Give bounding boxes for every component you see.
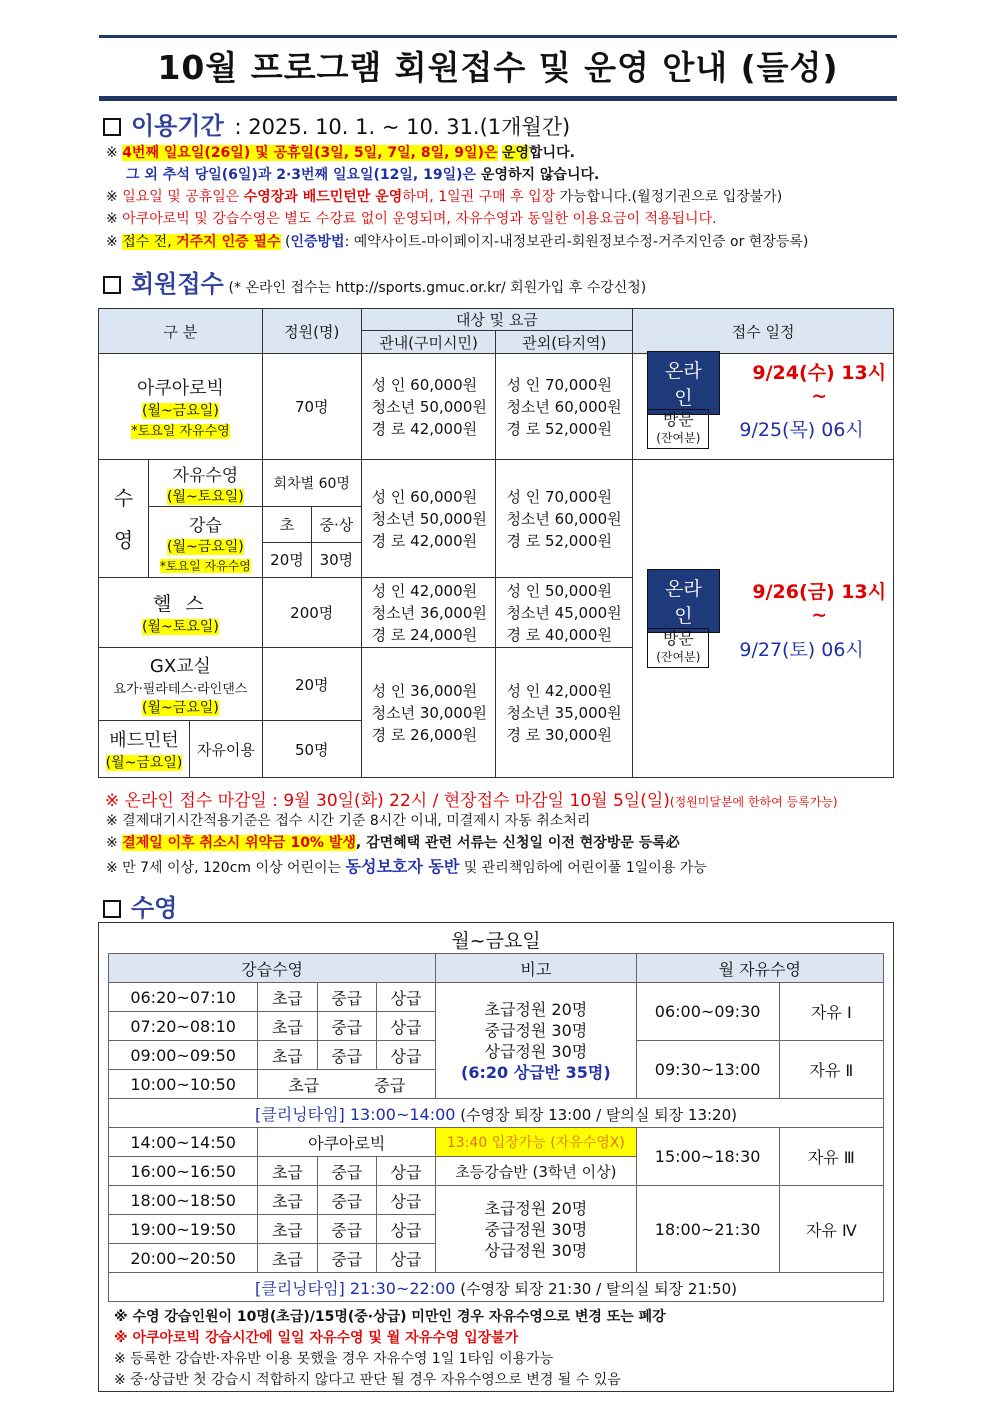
visit-sub: (잔여분) (656, 430, 701, 445)
period-note-1: ※ 4번째 일요일(26일) 및 공휴일(3일, 5일, 7일, 8일, 9일)은 운영합니다. (106, 145, 575, 161)
free-name: 자유 Ⅲ (779, 1128, 883, 1186)
reg-note-3c: 및 관리책임하에 어린이풀 1일이용 가능 (459, 860, 707, 876)
time-cell: 18:00~18:50 (109, 1186, 258, 1215)
lesson-capacity (262, 507, 361, 578)
deadline-text: ※ 온라인 접수 마감일 : 9월 30일(화) 22시 / 현장접수 마감일 10월 5일(일) (105, 791, 670, 811)
header-nonresident: 관외(타지역) (496, 331, 633, 354)
kids-class: 초등강습반 (3학년 이상) (436, 1157, 636, 1186)
online-date: 9/24(수) 13시~ (752, 362, 887, 407)
cleaning-time-1 (109, 1099, 884, 1128)
swim-note: ※ 등록한 강습반·자유반 이용 못했을 경우 자유수영 1일 1타임 이용가능 (114, 1351, 554, 1367)
gx-fee-in (361, 648, 496, 778)
cleaning-label: [클리닝타임] 13:00~14:00 (255, 1104, 456, 1124)
fee-line: 청소년 30,000원 (371, 703, 487, 722)
fee-line: 성 인 60,000원 (371, 375, 478, 394)
visit-label: 방문 (662, 409, 694, 429)
swim-note: ※ 중·상급반 첫 강습시 적합하지 않다고 판단 될 경우 자유수영으로 변경 될 수 있음 (114, 1372, 621, 1388)
checkbox-icon (103, 276, 121, 294)
health-name: 헬 스 (153, 593, 208, 615)
reg-note-1: ※ 결제대기시간적용기준은 접수 시간 기준 8시간 이내, 미결제시 자동 취소처리 (106, 813, 591, 829)
health-fee-in (361, 578, 496, 648)
fee-line: 성 인 36,000원 (371, 681, 478, 700)
registration-heading: 회원접수 (131, 270, 224, 298)
fee-line: 경 로 24,000원 (371, 625, 478, 644)
visit-label: 방문 (662, 629, 694, 648)
visit-badge (647, 628, 709, 668)
fee-line: 성 인 50,000원 (506, 581, 612, 600)
online-badge: 온라인 (647, 351, 719, 415)
health-capacity: 200명 (262, 578, 361, 648)
period-note-4: ※ 아쿠아로빅 및 강습수영은 별도 수강료 없이 운영되며, 자유수영과 동일한 이용요금이 적용됩니다. (106, 211, 717, 227)
page-title: 10월 프로그램 회원접수 및 운영 안내 (들성) (157, 48, 839, 87)
lesson-cap1: 20명 (263, 542, 312, 577)
level-label: 중급 (374, 1075, 406, 1095)
fee-line: 청소년 60,000원 (506, 397, 622, 416)
time-cell: 06:20~07:10 (109, 983, 258, 1012)
fee-line: 경 로 42,000원 (371, 419, 478, 438)
health-days: (월~토요일) (142, 619, 219, 635)
header-capacity: 정원(명) (262, 309, 361, 354)
swim-group: 수 영 (99, 460, 149, 578)
period-value: : 2025. 10. 1. ~ 10. 31.(1개월간) (234, 115, 571, 139)
fee-line: 성 인 60,000원 (371, 487, 478, 506)
reg-note-3b: 동성보호자 동반 (345, 857, 460, 876)
header-lesson: 강습수영 (109, 954, 436, 983)
online-badge: 온라인 (647, 569, 719, 633)
gx-sub: 요가·필라테스·라인댄스 (113, 681, 248, 697)
remark-line: 초급정원 20명 (484, 999, 588, 1019)
remark-2 (436, 1186, 636, 1273)
remark-1 (436, 983, 636, 1099)
aqua-name: 아쿠아로빅 (136, 378, 224, 399)
gx-capacity: 20명 (262, 648, 361, 721)
gx-name: GX교실 (149, 655, 211, 677)
header-resident: 관내(구미시민) (361, 331, 496, 354)
cleaning-label: [클리닝타임] 21:30~22:00 (255, 1278, 456, 1298)
visit-badge (647, 409, 709, 449)
header-free: 월 자유수영 (636, 954, 883, 983)
level-cell: 중급 (317, 1012, 376, 1041)
fee-line: 경 로 52,000원 (506, 419, 612, 438)
reg-note-2b: , 감면혜택 관련 서류는 신청일 이전 현장방문 등록必 (355, 835, 680, 851)
free-time: 06:00~09:30 (636, 983, 779, 1041)
aqua-fee-out (496, 354, 633, 460)
level-cell: 중급 (317, 1215, 376, 1244)
fee-line: 청소년 35,000원 (506, 703, 622, 722)
header-target: 대상 및 요금 (361, 309, 633, 331)
checkbox-icon (103, 118, 121, 136)
remark-line: (6:20 상급반 35명) (461, 1062, 611, 1082)
free-swim-capacity: 회차별 60명 (262, 460, 361, 507)
level-cell: 초급 (258, 1041, 317, 1070)
lesson-days: (월~금요일) (167, 538, 244, 555)
level-cell: 상급 (376, 983, 435, 1012)
level-cell: 상급 (376, 1041, 435, 1070)
deadline-note (105, 786, 838, 811)
remark-line: 중급정원 30명 (484, 1020, 588, 1040)
level-cell: 초급 (258, 1157, 317, 1186)
cleaning-detail: (수영장 퇴장 13:00 / 탈의실 퇴장 13:20) (455, 1105, 737, 1124)
fee-line: 청소년 36,000원 (371, 603, 487, 622)
lesson-name: 강습 (188, 515, 222, 536)
health-fee-out (496, 578, 633, 648)
badminton-name: 배드민턴 (109, 730, 179, 751)
gx-cell (99, 648, 263, 721)
free-swim-cell (148, 460, 262, 507)
remark-line: 중급정원 30명 (484, 1219, 588, 1239)
time-cell: 10:00~10:50 (109, 1070, 258, 1099)
aqua-slot: 아쿠아로빅 (258, 1128, 436, 1157)
aqua-note: 13:40 입장가능 (자유수영X) (436, 1128, 636, 1157)
gx-fee-out (496, 648, 633, 778)
reg-note-3 (106, 856, 707, 879)
swim-heading: 수영 (131, 894, 178, 922)
time-cell: 07:20~08:10 (109, 1012, 258, 1041)
level-cell: 초급 (258, 1215, 317, 1244)
free-time: 18:00~21:30 (636, 1186, 779, 1273)
swim-note: ※ 수영 강습인원이 10명(초급)/15명(중·상급) 미만인 경우 자유수영으로 변경 또는 폐강 (114, 1309, 666, 1325)
time-cell: 16:00~16:50 (109, 1157, 258, 1186)
registration-section (103, 264, 646, 299)
badminton-capacity: 50명 (262, 721, 361, 778)
period-note-3: ※ 일요일 및 공휴일은 수영장과 배드민턴만 운영하며, 1일권 구매 후 입장 가능합니다.(월정기권으로 입장불가) (106, 189, 783, 205)
schedule-2 (633, 460, 894, 778)
aqua-cell (99, 354, 263, 460)
level-cell: 중급 (317, 1244, 376, 1273)
level-cell: 중급 (317, 983, 376, 1012)
level-cell: 상급 (376, 1012, 435, 1041)
level-label: 초급 (288, 1075, 320, 1095)
free-swim-name: 자유수영 (172, 465, 239, 486)
cleaning-time-2 (109, 1273, 884, 1302)
level-cell: 중급 (317, 1157, 376, 1186)
badminton-type: 자유이용 (196, 740, 255, 759)
time-cell: 19:00~19:50 (109, 1215, 258, 1244)
aqua-capacity: 70명 (262, 354, 361, 460)
level-cell: 초급 (258, 1186, 317, 1215)
fee-line: 성 인 42,000원 (371, 581, 478, 600)
cleaning-detail: (수영장 퇴장 21:30 / 탈의실 퇴장 21:50) (455, 1279, 737, 1298)
visit-sub: (잔여분) (656, 650, 701, 664)
level-cell: 초급 (258, 1012, 317, 1041)
lesson-note: *토요일 자유수영 (159, 558, 251, 573)
swim-note: ※ 아쿠아로빅 강습시간에 일일 자유수영 및 월 자유수영 입장불가 (114, 1330, 519, 1346)
remark-line: 상급정원 30명 (484, 1041, 588, 1061)
period-section (103, 106, 570, 141)
level-cell: 상급 (376, 1186, 435, 1215)
badminton-days: (월~금요일) (105, 755, 183, 771)
free-time: 15:00~18:30 (636, 1128, 779, 1186)
lesson-cell (148, 507, 262, 578)
period-note-2: 그 외 추석 당일(6일)과 2·3번째 일요일(12일, 19일)은 운영하지 않습니다. (126, 167, 600, 183)
header-remark: 비고 (436, 954, 636, 983)
checkbox-icon (103, 900, 121, 918)
visit-date: 9/27(토) 06시 (739, 638, 864, 661)
remark-line: 상급정원 30명 (484, 1240, 588, 1260)
swim-section (103, 888, 177, 923)
free-swim-days: (월~토요일) (167, 488, 244, 505)
badminton-cell (99, 721, 263, 778)
fee-line: 경 로 40,000원 (506, 625, 612, 644)
swim-fee-in (361, 460, 496, 578)
fee-line: 경 로 30,000원 (506, 725, 612, 744)
fee-line: 성 인 42,000원 (506, 681, 612, 700)
registration-table (98, 308, 894, 778)
time-cell: 09:00~09:50 (109, 1041, 258, 1070)
lesson-lv2: 중·상 (312, 507, 361, 542)
free-time: 09:30~13:00 (636, 1041, 779, 1099)
period-note-5: ※ 접수 전, 거주지 인증 필수 (인증방법: 예약사이트-마이페이지-내정보관리-회원정보수정-거주지인증 or 현장등록) (106, 234, 809, 250)
swim-notes (114, 1307, 666, 1391)
fee-line: 성 인 70,000원 (506, 487, 612, 506)
lesson-lv1: 초 (263, 507, 312, 542)
aqua-fee-in (361, 354, 496, 460)
fee-line: 성 인 70,000원 (506, 375, 612, 394)
lesson-cap2: 30명 (319, 551, 354, 570)
visit-date: 9/25(목) 06시 (739, 419, 864, 441)
title-bar (99, 35, 897, 101)
deadline-small: (정원미달분에 한하여 등록가능) (669, 795, 838, 809)
level-cell: 중급 (317, 1186, 376, 1215)
fee-line: 청소년 60,000원 (506, 509, 622, 528)
fee-line: 경 로 52,000원 (506, 531, 612, 550)
swim-fee-out (496, 460, 633, 578)
time-cell: 14:00~14:50 (109, 1128, 258, 1157)
level-cell: 초급 (258, 983, 317, 1012)
reg-note-3a: ※ 만 7세 이상, 120cm 이상 어린이는 (106, 860, 346, 876)
period-heading: 이용기간 (131, 112, 224, 140)
swim-days: 월~금요일 (451, 930, 541, 952)
reg-note-2a: 결제일 이후 취소시 위약금 10% 발생 (122, 835, 356, 851)
online-date: 9/26(금) 13시~ (752, 580, 887, 626)
aqua-days: (월~금요일) (142, 403, 219, 419)
schedule-1 (633, 354, 894, 460)
level-cell-merged (258, 1070, 436, 1099)
fee-line: 청소년 50,000원 (371, 509, 487, 528)
level-cell: 상급 (376, 1215, 435, 1244)
fee-line: 청소년 45,000원 (506, 603, 622, 622)
swim-schedule-table (108, 953, 884, 1302)
gx-days: (월~금요일) (142, 699, 219, 716)
health-cell (99, 578, 263, 648)
aqua-note: *토요일 자유수영 (131, 424, 230, 439)
level-cell: 상급 (376, 1157, 435, 1186)
free-name: 자유 Ⅱ (779, 1041, 883, 1099)
time-cell: 20:00~20:50 (109, 1244, 258, 1273)
reg-note-2: ※ 결제일 이후 취소시 위약금 10% 발생, 감면혜택 관련 서류는 신청일 이전 현장방문 등록必 (106, 835, 680, 851)
fee-line: 경 로 26,000원 (371, 725, 478, 744)
level-cell: 중급 (317, 1041, 376, 1070)
header-category: 구 분 (99, 309, 263, 354)
registration-sub: (* 온라인 접수는 http://sports.gmuc.or.kr/ 회원가입 후 수강신청) (228, 280, 647, 296)
header-schedule: 접수 일정 (633, 309, 894, 354)
fee-line: 경 로 42,000원 (371, 531, 478, 550)
remark-line: 초급정원 20명 (484, 1198, 588, 1218)
fee-line: 청소년 50,000원 (371, 397, 487, 416)
free-name: 자유 Ⅰ (779, 983, 883, 1041)
level-cell: 상급 (376, 1244, 435, 1273)
level-cell: 초급 (258, 1244, 317, 1273)
free-name: 자유 Ⅳ (779, 1186, 883, 1273)
